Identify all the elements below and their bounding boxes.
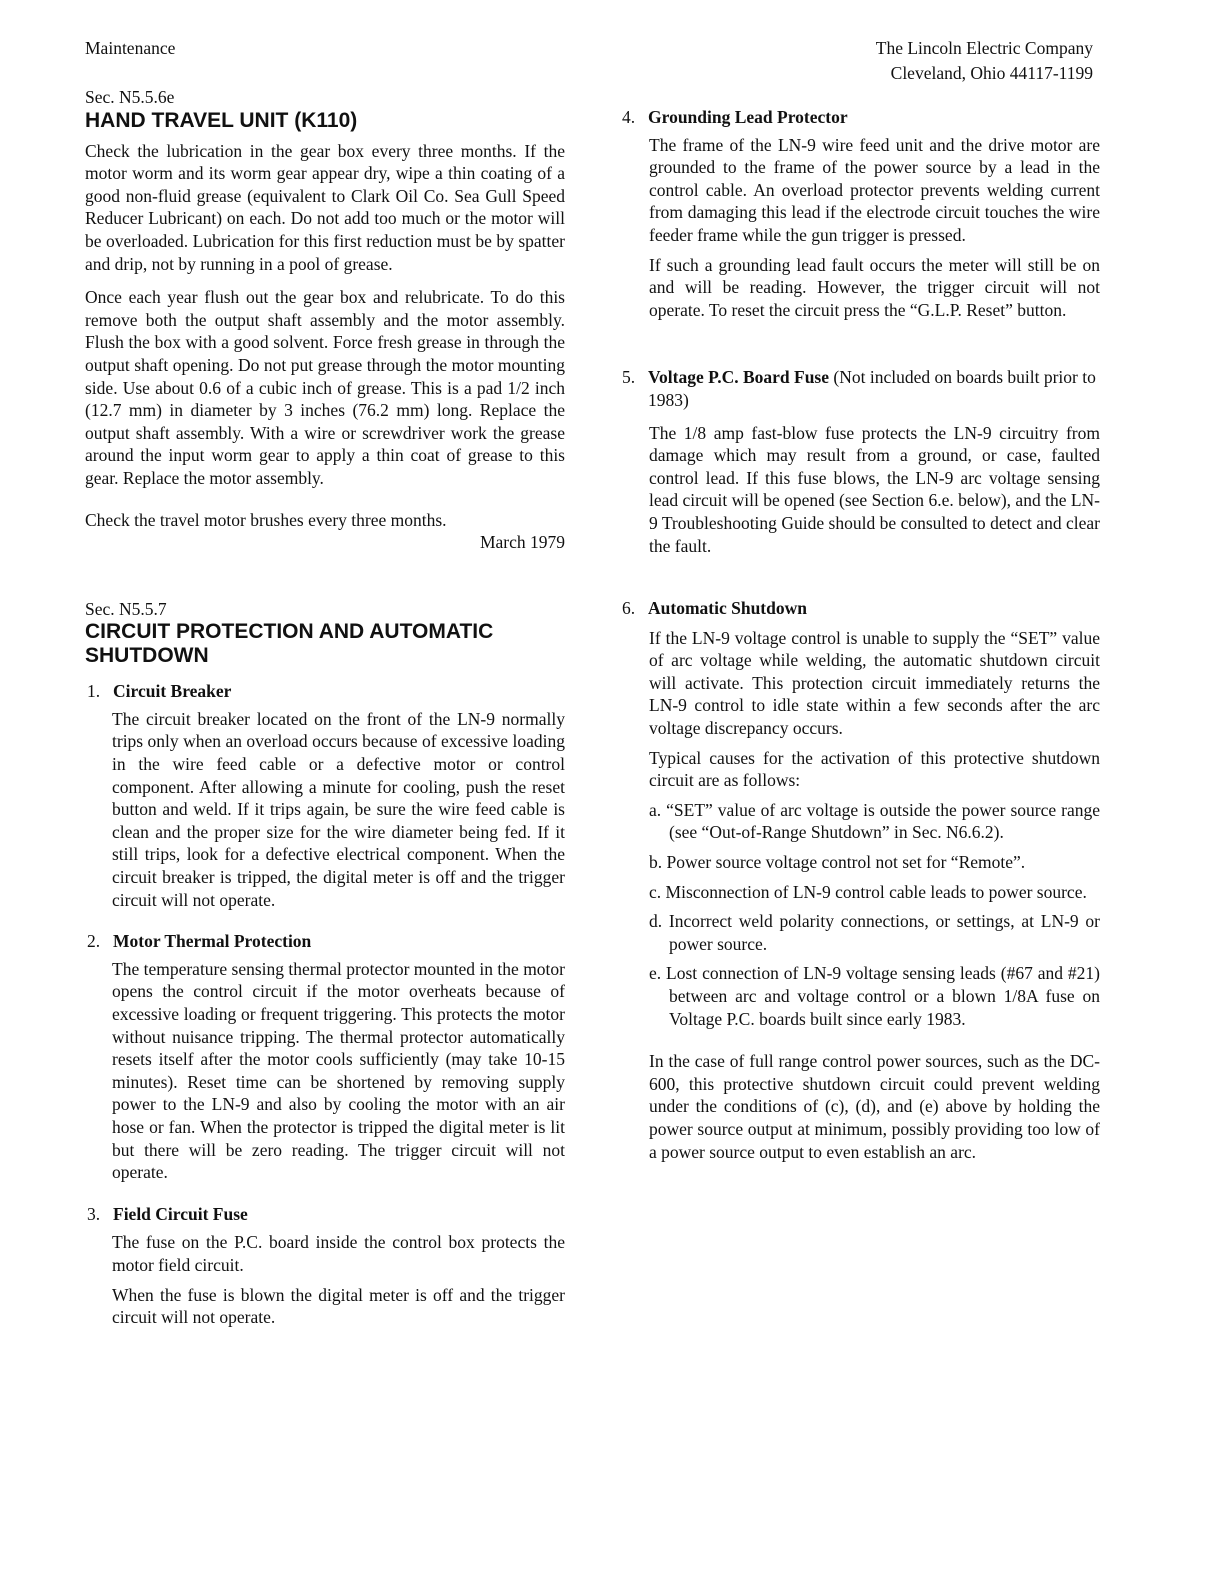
- cause-item: d. Incorrect weld polarity connections, or settings, at LN-9 or power source.: [649, 911, 1100, 954]
- item-number: 4.: [622, 107, 636, 127]
- paragraph: The fuse on the P.C. board inside the control box protects the motor field circuit.: [112, 1232, 565, 1275]
- section-title: [85, 620, 565, 668]
- item-heading: [87, 1203, 565, 1226]
- paragraph: The circuit breaker located on the front of the LN-9 normally trips only when an overload occurs because of excessive loading in the wire feed cable or a defective motor or control component. After allowing a minute for cooling, push the reset button and weld. If it trips again, be sure the wire feed cable is clean and the proper size for the wire diameter being fed. If it still trips, look for a defective electrical component. When the circuit breaker is tripped, the digital meter is off and the trigger circuit will not operate.: [112, 708, 565, 910]
- item-title: Field Circuit Fuse: [113, 1203, 248, 1224]
- header-section-label: Maintenance: [85, 38, 176, 58]
- item-note: (Not included on boards built prior to 1983): [648, 367, 1096, 410]
- cause-item: b. Power source voltage control not set for “Remote”.: [649, 852, 1026, 873]
- item-title: Grounding Lead Protector: [648, 107, 848, 127]
- section-number: Sec. N5.5.6e: [85, 87, 175, 107]
- cause-item: a. “SET” value of arc voltage is outside the power source range (see “Out-of-Range Shutdown” in Sec. N6.6.2).: [649, 799, 1100, 843]
- paragraph: When the fuse is blown the digital meter is off and the trigger circuit will not operate.: [112, 1284, 565, 1328]
- company-address: Cleveland, Ohio 44117-1199: [890, 62, 1093, 83]
- item-title: Voltage P.C. Board Fuse: [648, 367, 830, 388]
- item-heading: [87, 680, 565, 703]
- left-column: [85, 86, 565, 1329]
- item-title: Circuit Breaker: [113, 681, 232, 702]
- item-title: Motor Thermal Protection: [113, 931, 312, 952]
- header-company: [876, 37, 1093, 84]
- paragraph: The temperature sensing thermal protector mounted in the motor opens the control circuit if the motor overheats because of excessive loading or frequent triggering. This protects the motor without nuisance tripping. The thermal protector automatically resets itself after the motor cools sufficiently (may take 10-15 minutes). Reset time can be shortened by removing supply power to the LN-9 and also by cooling the motor with an air hose or fan. When the protector is tripped the digital meter is lit but there will be zero reading. The trigger circuit will not operate.: [112, 958, 565, 1183]
- paragraph: The 1/8 amp fast-blow fuse protects the LN-9 circuitry from damage which may result from a ground, or case, faulted control lead. If this fuse blows, the LN-9 arc voltage sensing lead circuit will be opened (see Section 6.e. below), and the LN-9 Troubleshooting Guide should be consulted to detect and clear the fault.: [649, 422, 1100, 556]
- item-heading: [622, 366, 1100, 411]
- section-title: HAND TRAVEL UNIT (K110): [85, 108, 358, 132]
- paragraph: Check the lubrication in the gear box every three months. If the motor worm and its worm gear appear dry, wipe a thin coating of a good non-fluid grease (equivalent to Clark Oil Co. Sea Gull Speed Reducer Lubricant) on each. Do not add too much or the motor will be overloaded. Lubrication for this first reduction must be by spatter and drip, not by running in a pool of grease.: [85, 140, 565, 274]
- paragraph: Check the travel motor brushes every three months.: [85, 509, 447, 530]
- paragraph: Once each year flush out the gear box and relubricate. To do this remove both the output shaft assembly and the motor assembly. Flush the box with a good solvent. Force fresh grease in through the output shaft opening. Do not put grease through the motor mounting side. Use about 0.6 of a cubic inch of grease. This is a pad 1/2 inch (12.7 mm) in diameter by 3 inches (76.2 mm) long. Replace the output shaft assembly. With a wire or screwdriver work the grease around the input worm gear to apply a thin coat of grease to this gear. Replace the motor assembly.: [85, 287, 565, 488]
- section-number: Sec. N5.5.7: [85, 598, 167, 619]
- paragraph: If such a grounding lead fault occurs the meter will still be on and will be reading. However, the trigger circuit will not operate. To reset the circuit press the “G.L.P. Reset” button.: [649, 254, 1100, 320]
- title-line: SHUTDOWN: [85, 644, 209, 668]
- item-heading: [87, 930, 565, 953]
- item-number: 1.: [87, 681, 101, 702]
- paragraph: In the case of full range control power sources, such as the DC-600, this protective shutdown circuit could prevent welding under the conditions of (c), (d), and (e) above by holding the power source output at minimum, possibly providing too low of a power source output to even establish an arc.: [649, 1051, 1100, 1162]
- item-heading: [622, 106, 1100, 129]
- right-column: [622, 106, 1100, 1163]
- paragraph: Typical causes for the activation of this protective shutdown circuit are as follows:: [649, 747, 1100, 791]
- cause-item: e. Lost connection of LN-9 voltage sensing leads (#67 and #21) between arc and voltage control or a blown 1/8A fuse on Voltage P.C. boards built since early 1983.: [649, 963, 1100, 1029]
- paragraph: The frame of the LN-9 wire feed unit and the drive motor are grounded to the frame of the power source by a lead in the control cable. An overload protector prevents welding current from damaging this lead if the electrode circuit touches the wire feeder frame while the gun trigger is pressed.: [649, 134, 1100, 245]
- item-title: Automatic Shutdown: [648, 598, 807, 619]
- item-number: 5.: [622, 367, 636, 388]
- item-heading: [622, 597, 1100, 620]
- paragraph: If the LN-9 voltage control is unable to supply the “SET” value of arc voltage while welding, the automatic shutdown circuit will activate. This protection circuit immediately returns the LN-9 control to idle state within a few seconds after the arc voltage discrepancy occurs.: [649, 627, 1100, 739]
- title-line: CIRCUIT PROTECTION AND AUTOMATIC: [85, 620, 494, 644]
- date: March 1979: [479, 532, 565, 553]
- item-number: 6.: [622, 598, 636, 619]
- cause-item: c. Misconnection of LN-9 control cable leads to power source.: [649, 881, 1087, 902]
- item-number: 3.: [87, 1203, 101, 1224]
- company-name: The Lincoln Electric Company: [875, 38, 1093, 58]
- item-number: 2.: [87, 931, 101, 952]
